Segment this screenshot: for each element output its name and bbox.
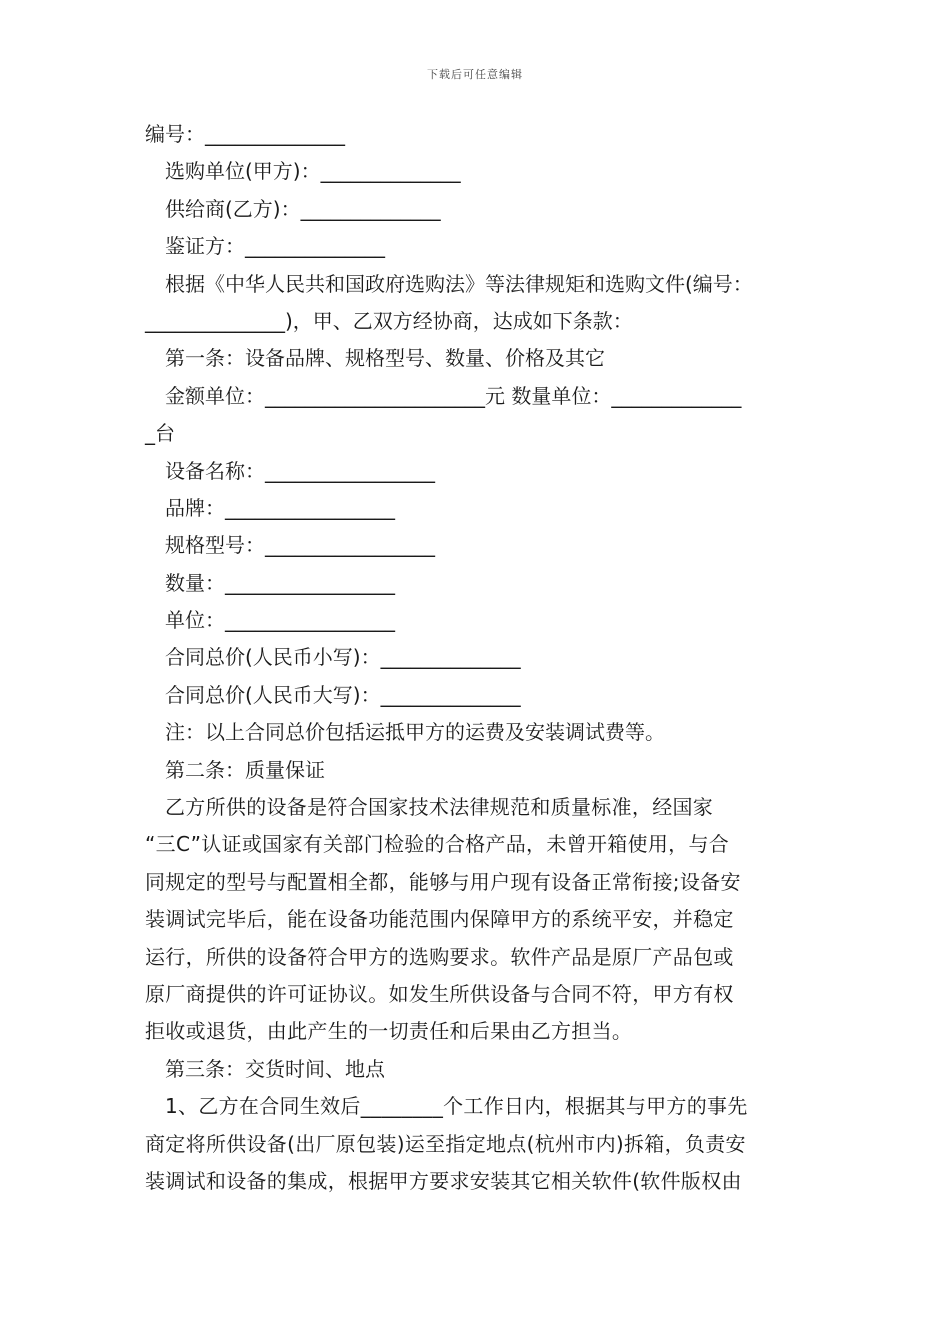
paragraph-line: 原厂商提供的许可证协议。如发生所供设备与合同不符，甲方有权	[145, 981, 734, 1006]
page-header-note: 下载后可任意编辑	[427, 68, 523, 81]
equipment-name-field: 设备名称：_________________	[165, 458, 435, 483]
contract-number-field: 编号：______________	[145, 122, 345, 146]
document-body	[145, 116, 810, 1200]
paragraph-line: 拒收或退货，由此产生的一切责任和后果由乙方担当。	[145, 1019, 633, 1044]
total-price-uppercase-field: 合同总价(人民币大写)：______________	[165, 682, 521, 707]
article-1-title: 第一条：设备品牌、规格型号、数量、价格及其它	[165, 346, 605, 371]
units-line-1: 金额单位：______________________元 数量单位：_____________	[165, 383, 742, 408]
paragraph-line: 1、乙方在合同生效后________个工作日内，根据其与甲方的事先	[165, 1094, 748, 1119]
model-field: 规格型号：_________________	[165, 533, 435, 558]
quantity-field: 数量：_________________	[165, 570, 395, 595]
paragraph-line: 乙方所供的设备是符合国家技术法律规范和质量标准，经国家	[165, 795, 714, 820]
paragraph-line: 装调试和设备的集成，根据甲方要求安装其它相关软件(软件版权由	[145, 1168, 742, 1193]
total-price-lowercase-field: 合同总价(人民币小写)：______________	[165, 645, 521, 670]
brand-field: 品牌：_________________	[165, 495, 395, 520]
paragraph-line: 运行，所供的设备符合甲方的选购要求。软件产品是原厂产品包或	[145, 944, 734, 969]
purchaser-field: 选购单位(甲方)：______________	[165, 159, 461, 184]
paragraph-line: 商定将所供设备(出厂原包装)运至指定地点(杭州市内)拆箱，负责安	[145, 1131, 746, 1156]
preamble-line-1: 根据《中华人民共和国政府选购法》等法律规矩和选购文件(编号：	[165, 271, 753, 296]
supplier-field: 供给商(乙方)：______________	[165, 196, 441, 221]
paragraph-line: “三C”认证或国家有关部门检验的合格产品，未曾开箱使用，与合	[145, 832, 730, 857]
preamble-line-2: ______________)，甲、乙双方经协商，达成如下条款：	[145, 308, 633, 333]
article-2-body	[145, 789, 810, 1051]
paragraph-line: 装调试完毕后，能在设备功能范围内保障甲方的系统平安，并稳定	[145, 907, 734, 932]
price-note: 注：以上合同总价包括运抵甲方的运费及安装调试费等。	[165, 720, 665, 745]
article-2-title: 第二条：质量保证	[165, 757, 325, 782]
article-3-body	[145, 1088, 810, 1200]
units-line-2: _台	[145, 421, 175, 446]
article-3-title: 第三条：交货时间、地点	[165, 1056, 385, 1081]
witness-field: 鉴证方：______________	[165, 234, 385, 259]
unit-field: 单位：_________________	[165, 608, 395, 633]
paragraph-line: 同规定的型号与配置相全都，能够与用户现有设备正常衔接;设备安	[145, 869, 741, 894]
